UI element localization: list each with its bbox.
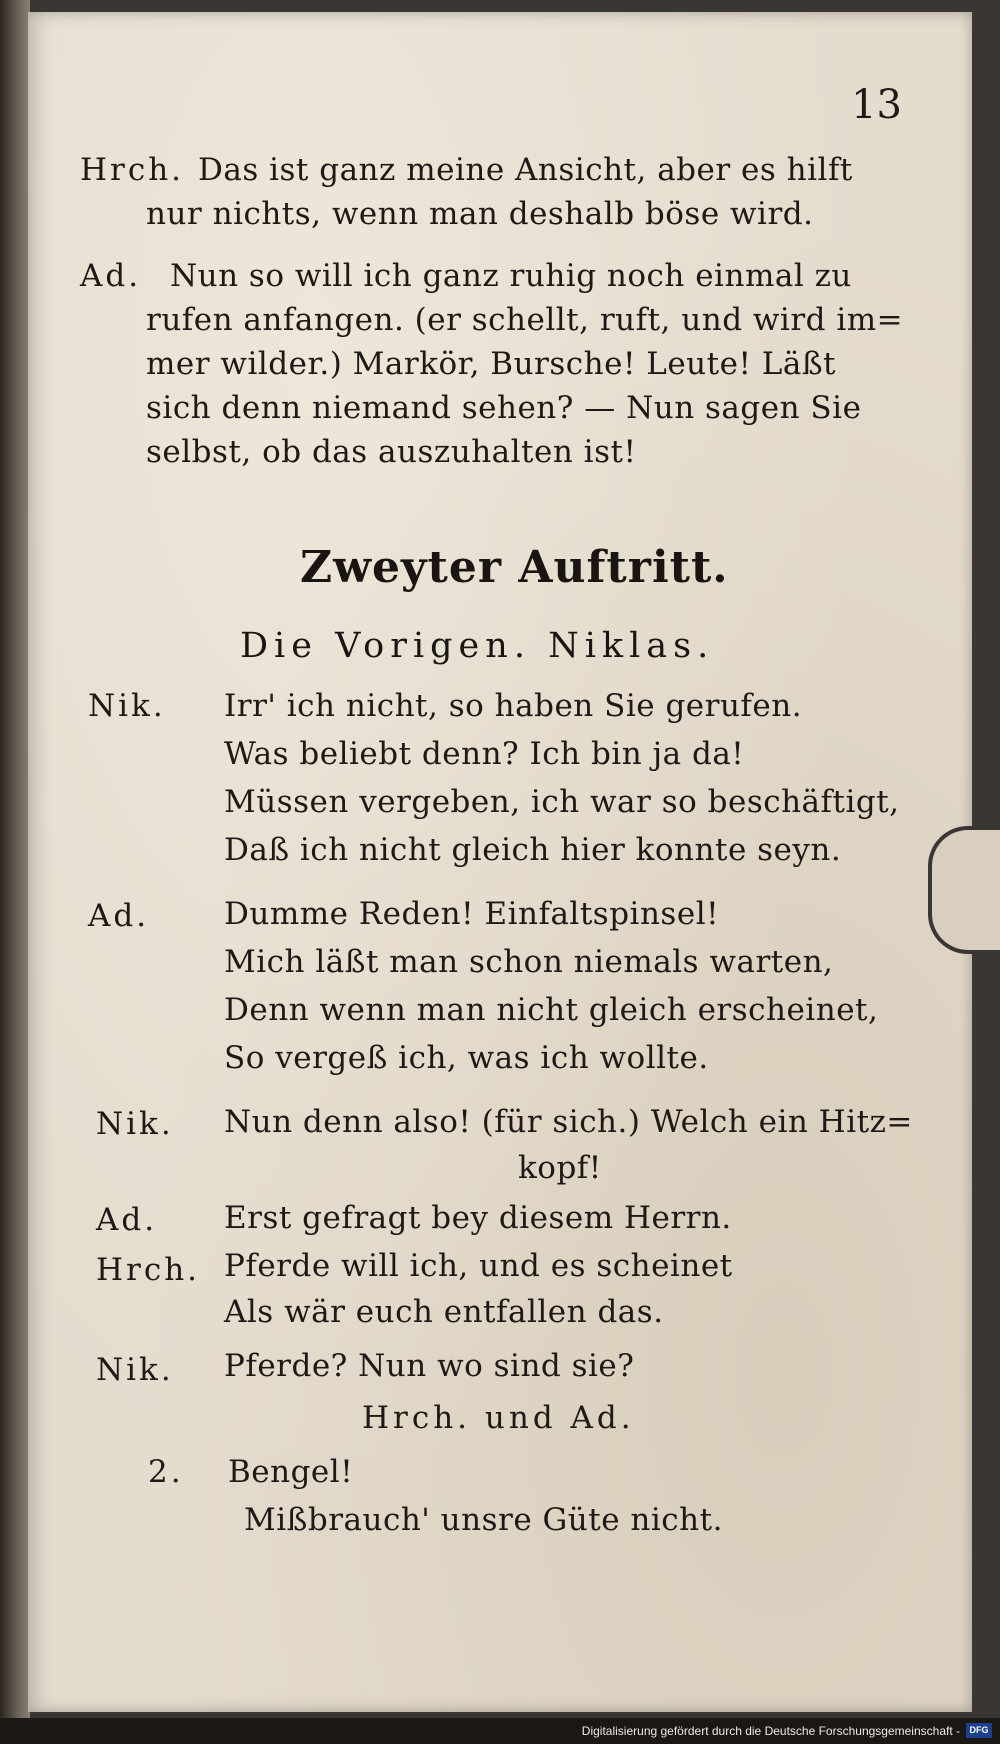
speech-line: Irr' ich nicht, so haben Sie gerufen. xyxy=(224,688,803,724)
speech-line: Nun denn also! (für sich.) Welch ein Hitz= xyxy=(224,1104,913,1140)
speaker-nik: Nik. xyxy=(96,1352,174,1388)
speech-line: Müssen vergeben, ich war so beschäftigt, xyxy=(224,784,900,820)
speakers-heading: Hrch. und Ad. xyxy=(362,1400,635,1436)
speech-line: Dumme Reden! Einfaltspinsel! xyxy=(224,896,720,932)
speech-line: rufen anfangen. (er schellt, ruft, und wird im= xyxy=(146,302,904,338)
footer-bar xyxy=(0,1718,1000,1744)
book-page xyxy=(28,12,972,1712)
scene-title: Zweyter Auftritt. xyxy=(300,542,729,593)
speech-line: Nun so will ich ganz ruhig noch einmal zu xyxy=(170,258,852,294)
book-clasp xyxy=(928,826,1000,954)
dfg-logo-icon: DFG xyxy=(966,1723,992,1738)
speaker-ad: Ad. xyxy=(88,898,150,934)
speaker-hrch: Hrch. xyxy=(80,152,185,188)
page-number: 13 xyxy=(851,82,902,128)
speech-line: Das ist ganz meine Ansicht, aber es hilft xyxy=(198,152,853,188)
speaker-nik: Nik. xyxy=(88,688,166,724)
speech-line: Mich läßt man schon niemals warten, xyxy=(224,944,834,980)
speaker-ad: Ad. xyxy=(96,1202,158,1238)
speech-line: sich denn niemand sehen? — Nun sagen Sie xyxy=(146,390,862,426)
speaker-both: 2. xyxy=(148,1454,184,1490)
speech-line: Pferde will ich, und es scheinet xyxy=(224,1248,733,1284)
speaker-nik: Nik. xyxy=(96,1106,174,1142)
speech-line: Pferde? Nun wo sind sie? xyxy=(224,1348,635,1384)
speech-line: mer wilder.) Markör, Bursche! Leute! Läßt xyxy=(146,346,836,382)
speech-line: Was beliebt denn? Ich bin ja da! xyxy=(224,736,745,772)
speaker-hrch: Hrch. xyxy=(96,1252,201,1288)
speech-line: nur nichts, wenn man deshalb böse wird. xyxy=(146,196,814,232)
speech-line: Bengel! xyxy=(228,1454,354,1490)
speech-line: Denn wenn man nicht gleich erscheinet, xyxy=(224,992,879,1028)
speech-line: selbst, ob das auszuhalten ist! xyxy=(146,434,637,470)
speech-line: So vergeß ich, was ich wollte. xyxy=(224,1040,709,1076)
speech-line: Als wär euch entfallen das. xyxy=(224,1294,664,1330)
footer-credit: Digitalisierung gefördert durch die Deutsche Forschungsgemeinschaft - xyxy=(581,1724,960,1738)
book-spine xyxy=(0,0,30,1744)
speech-line: Daß ich nicht gleich hier konnte seyn. xyxy=(224,832,842,868)
speech-line: kopf! xyxy=(518,1150,602,1186)
speech-line: Erst gefragt bey diesem Herrn. xyxy=(224,1200,732,1236)
scene-characters: Die Vorigen. Niklas. xyxy=(240,626,715,666)
speaker-ad: Ad. xyxy=(80,258,142,294)
speech-line: Mißbrauch' unsre Güte nicht. xyxy=(244,1502,723,1538)
